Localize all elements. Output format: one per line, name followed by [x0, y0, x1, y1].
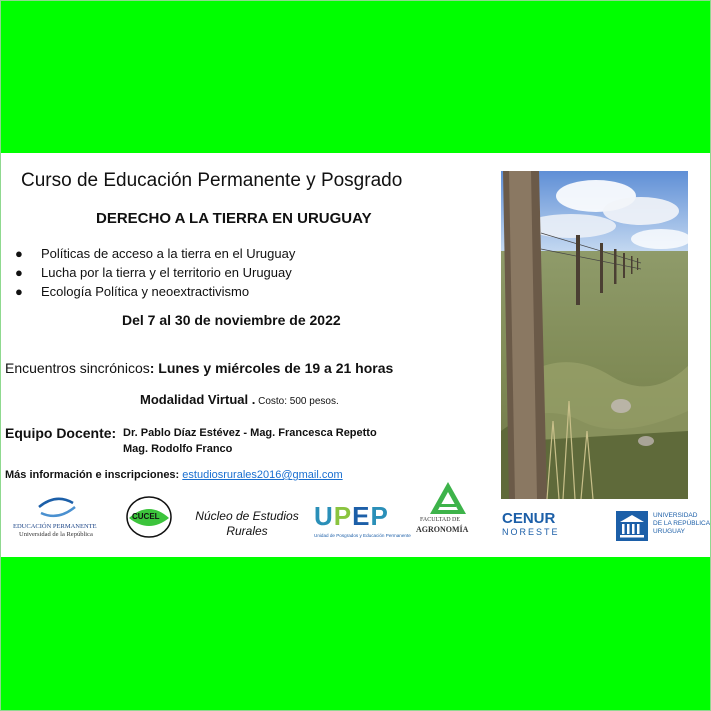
bottom-green-band	[1, 557, 710, 709]
team-members-line1: Dr. Pablo Díaz Estévez - Mag. Francesca Repetto	[123, 427, 377, 439]
modality-label: Modalidad Virtual .	[140, 392, 256, 407]
agronomia-a-icon	[416, 480, 480, 516]
fence-landscape-photo	[501, 171, 688, 499]
ep-line2: Universidad de la República	[19, 531, 93, 538]
top-green-band	[1, 1, 710, 153]
meetings-label: Encuentros sincrónicos	[5, 360, 150, 376]
cucel-text: CUCEL	[132, 512, 160, 521]
topic-text: Ecología Política y neoextractivismo	[41, 284, 250, 299]
nucleo-line2: Rurales	[226, 524, 268, 538]
cenur-line2: NORESTE	[502, 527, 560, 537]
bullet-icon: ●	[15, 284, 23, 299]
bullet-icon: ●	[15, 265, 23, 280]
course-dates: Del 7 al 30 de noviembre de 2022	[122, 312, 341, 328]
topic-text: Lucha por la tierra y el territorio en Uruguay	[41, 265, 292, 280]
udelar-text: UNIVERSIDAD DE LA REPÚBLICA URUGUAY	[653, 512, 711, 535]
ep-line1: EDUCACIÓN PERMANENTE	[13, 523, 97, 530]
agronomia-line1: FACULTAD DE	[420, 517, 461, 523]
bullet-icon: ●	[15, 246, 23, 261]
info-label: Más información e inscripciones:	[5, 469, 183, 481]
list-item	[15, 244, 295, 263]
meetings-value: : Lunes y miércoles de 19 a 21 horas	[149, 360, 394, 376]
team-members-line2: Mag. Rodolfo Franco	[123, 443, 233, 455]
upep-wordmark: UPEP	[314, 501, 389, 531]
nucleo-line1: Núcleo de Estudios	[195, 509, 299, 523]
educacion-permanente-logo	[11, 495, 101, 539]
subject-title: DERECHO A LA TIERRA EN URUGUAY	[96, 210, 372, 227]
meetings-line	[5, 360, 393, 376]
info-line	[5, 469, 343, 481]
team-label: Equipo Docente:	[5, 425, 117, 441]
udelar-building-icon	[615, 510, 649, 542]
cucel-logo	[126, 496, 172, 538]
ep-swirl-icon	[11, 495, 101, 521]
topics-list	[15, 244, 295, 301]
cost-text: Costo: 500 pesos.	[255, 396, 339, 407]
topic-text: Políticas de acceso a la tierra en el Uruguay	[41, 246, 296, 261]
upep-logo	[314, 501, 411, 540]
upep-subtitle: Unidad de Posgrados y Educación Permanente	[314, 533, 411, 538]
list-item	[15, 282, 295, 301]
agronomia-line2: AGRONOMÍA	[416, 525, 469, 534]
list-item	[15, 263, 295, 282]
cenur-noreste-logo	[501, 510, 571, 540]
course-flyer	[1, 153, 710, 557]
course-title: Curso de Educación Permanente y Posgrado	[21, 170, 403, 191]
modality-line	[140, 392, 339, 407]
nucleo-estudios-rurales-logo	[188, 509, 306, 539]
agronomia-logo	[416, 480, 480, 538]
udelar-logo	[615, 510, 710, 544]
email-link[interactable]: estudiosrurales2016@gmail.com	[182, 469, 343, 481]
cenur-line1: CENUR	[502, 510, 556, 527]
